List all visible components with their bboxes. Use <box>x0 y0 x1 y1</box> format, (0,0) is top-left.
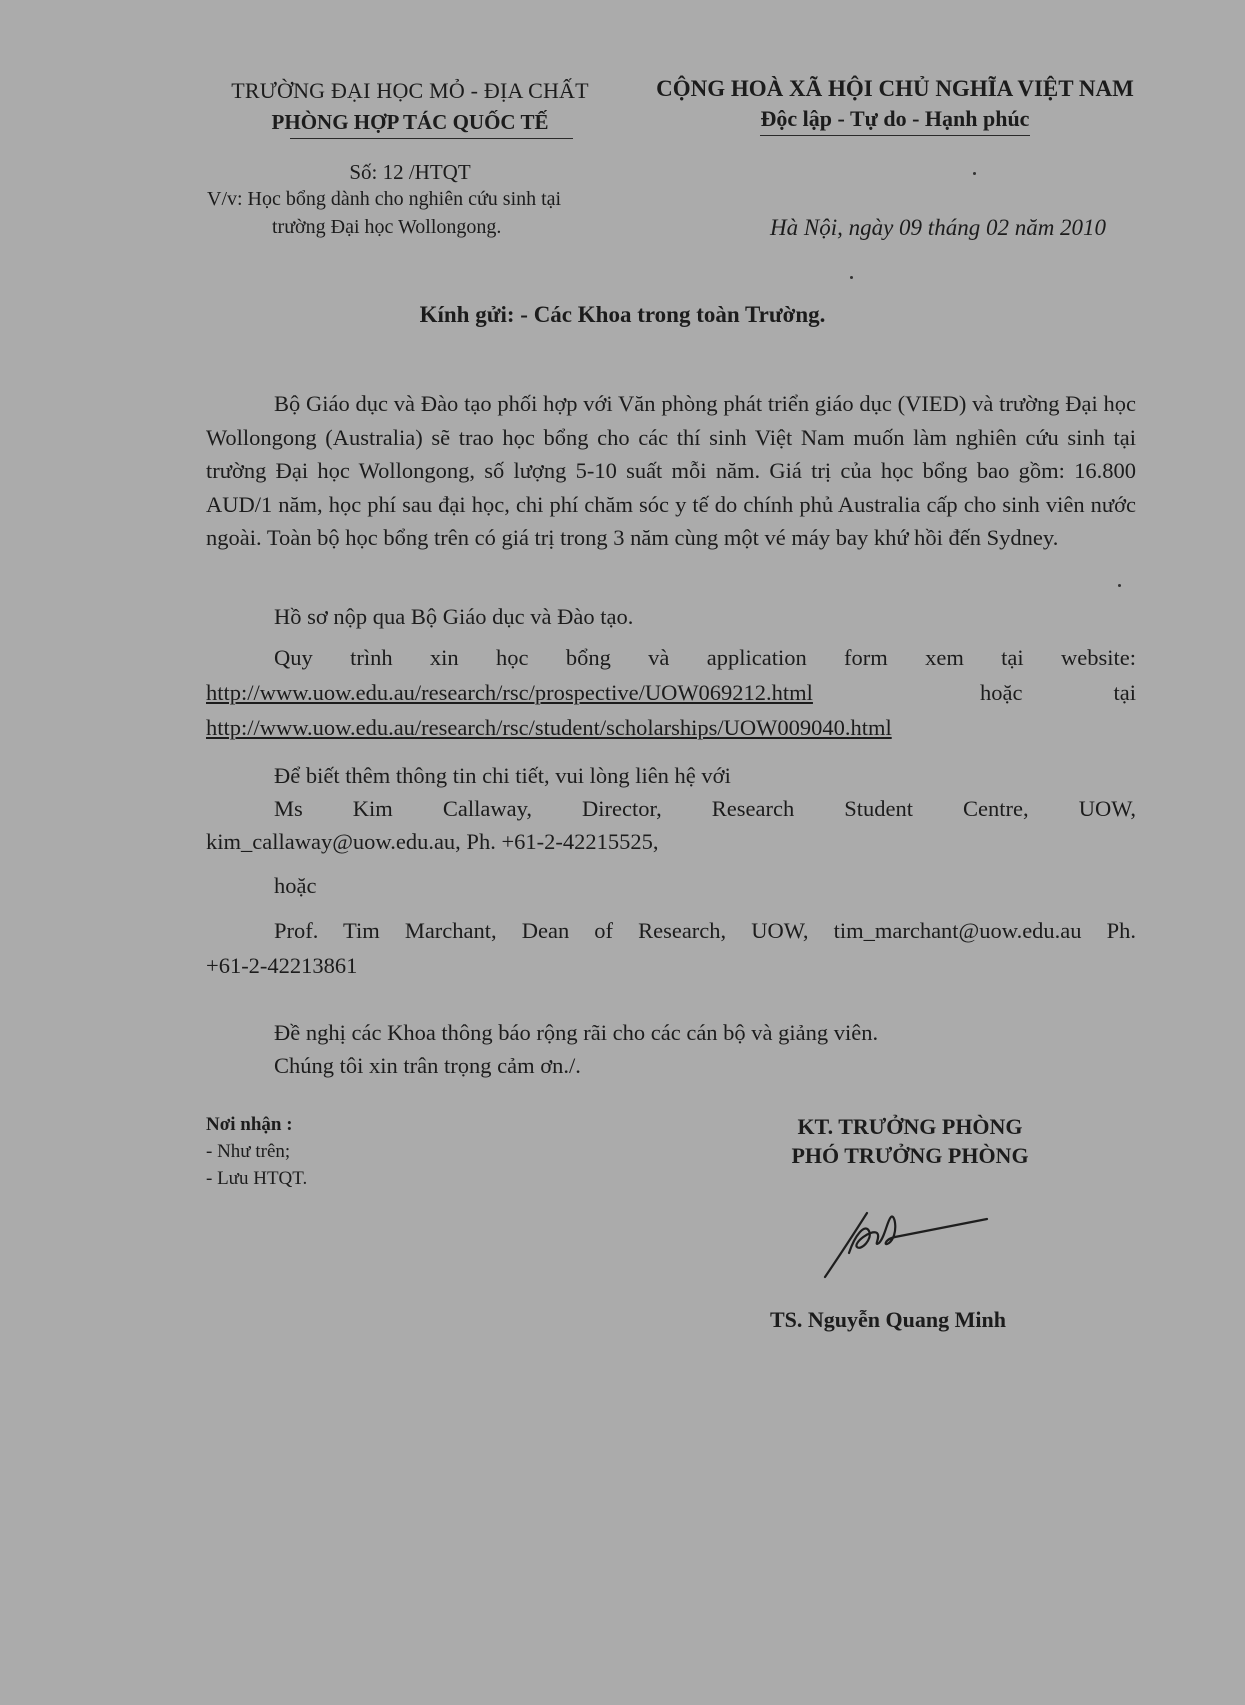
signature-title-1: KT. TRƯỞNG PHÒNG <box>797 1114 1023 1139</box>
submit-line: Hồ sơ nộp qua Bộ Giáo dục và Đào tạo. <box>274 604 634 629</box>
scholarship-link-2[interactable]: http://www.uow.edu.au/research/rsc/student/scholarships/UOW009040.html <box>206 715 892 740</box>
signature-title <box>760 1112 1060 1170</box>
subject-line-1: V/v: Học bổng dành cho nghiên cứu sinh tại <box>207 188 562 210</box>
body-paragraph-1: Bộ Giáo dục và Đào tạo phối hợp với Văn phòng phát triển giáo dục (VIED) và trường Đại học Wollongong (Australia) sẽ trao học bổng cho các thí sinh Việt Nam muốn làm nghiên cứu sinh tại trường Đại học Wollongong, số lượng 5-10 suất mỗi năm. Giá trị của học bổng bao gồm: 16.800 AUD/1 năm, học phí sau đại học, chi phí chăm sóc y tế do chính phủ Australia cấp cho sinh viên nước ngoài. Toàn bộ học bổng trên có giá trị trong 3 năm cùng một vé máy bay khứ hồi đến Sydney. <box>206 391 1136 550</box>
handwritten-signature <box>815 1195 995 1285</box>
recipient-line: Kính gửi: - Các Khoa trong toàn Trường. <box>419 302 826 327</box>
document-date: Hà Nội, ngày 09 tháng 02 năm 2010 <box>770 215 1107 240</box>
signer-name: TS. Nguyễn Quang Minh <box>770 1307 1006 1332</box>
request-line: Đề nghị các Khoa thông báo rộng rãi cho các cán bộ và giảng viên. <box>274 1020 879 1045</box>
scholarship-link-1[interactable]: http://www.uow.edu.au/research/rsc/prospective/UOW069212.html <box>206 680 813 705</box>
thanks-line: Chúng tôi xin trân trọng cảm ơn./. <box>274 1053 581 1078</box>
department-underline <box>290 138 573 139</box>
recipients-block <box>206 1111 307 1192</box>
scan-speck <box>973 172 976 175</box>
document-number: Số: 12 /HTQT <box>349 160 471 184</box>
scan-speck <box>1118 584 1121 587</box>
national-motto: Độc lập - Tự do - Hạnh phúc <box>760 106 1030 131</box>
motto-underline <box>760 135 1030 136</box>
recipients-item: - Như trên; <box>206 1141 291 1162</box>
procedure-line: Quy trình xin học bổng và application form xem tại website: <box>274 645 1136 670</box>
recipients-heading: Nơi nhận : <box>206 1114 293 1135</box>
contact-2-line-2: +61-2-42213861 <box>206 953 358 978</box>
header-left <box>200 78 620 139</box>
department-name: PHÒNG HỢP TÁC QUỐC TẾ <box>271 110 549 134</box>
recipients-item: - Lưu HTQT. <box>206 1168 308 1189</box>
header-right <box>640 76 1150 136</box>
contact-1-line-2: kim_callaway@uow.edu.au, Ph. +61-2-42215525, <box>206 829 659 854</box>
or-text: hoặc <box>274 873 317 898</box>
subject-line-2: trường Đại học Wollongong. <box>272 216 502 238</box>
contact-intro: Để biết thêm thông tin chi tiết, vui lòng liên hệ với <box>274 763 731 788</box>
signature-title-2: PHÓ TRƯỞNG PHÒNG <box>791 1143 1029 1168</box>
scan-speck <box>850 276 853 279</box>
or-at-text: hoặc tại <box>980 680 1136 705</box>
contact-1-line-1: Ms Kim Callaway, Director, Research Student Centre, UOW, <box>274 796 1136 821</box>
nation-name: CỘNG HOÀ XÃ HỘI CHỦ NGHĨA VIỆT NAM <box>656 76 1134 101</box>
contact-2-line-1: Prof. Tim Marchant, Dean of Research, UOW, tim_marchant@uow.edu.au Ph. <box>274 918 1136 943</box>
university-name: TRƯỜNG ĐẠI HỌC MỎ - ĐỊA CHẤT <box>231 78 589 103</box>
